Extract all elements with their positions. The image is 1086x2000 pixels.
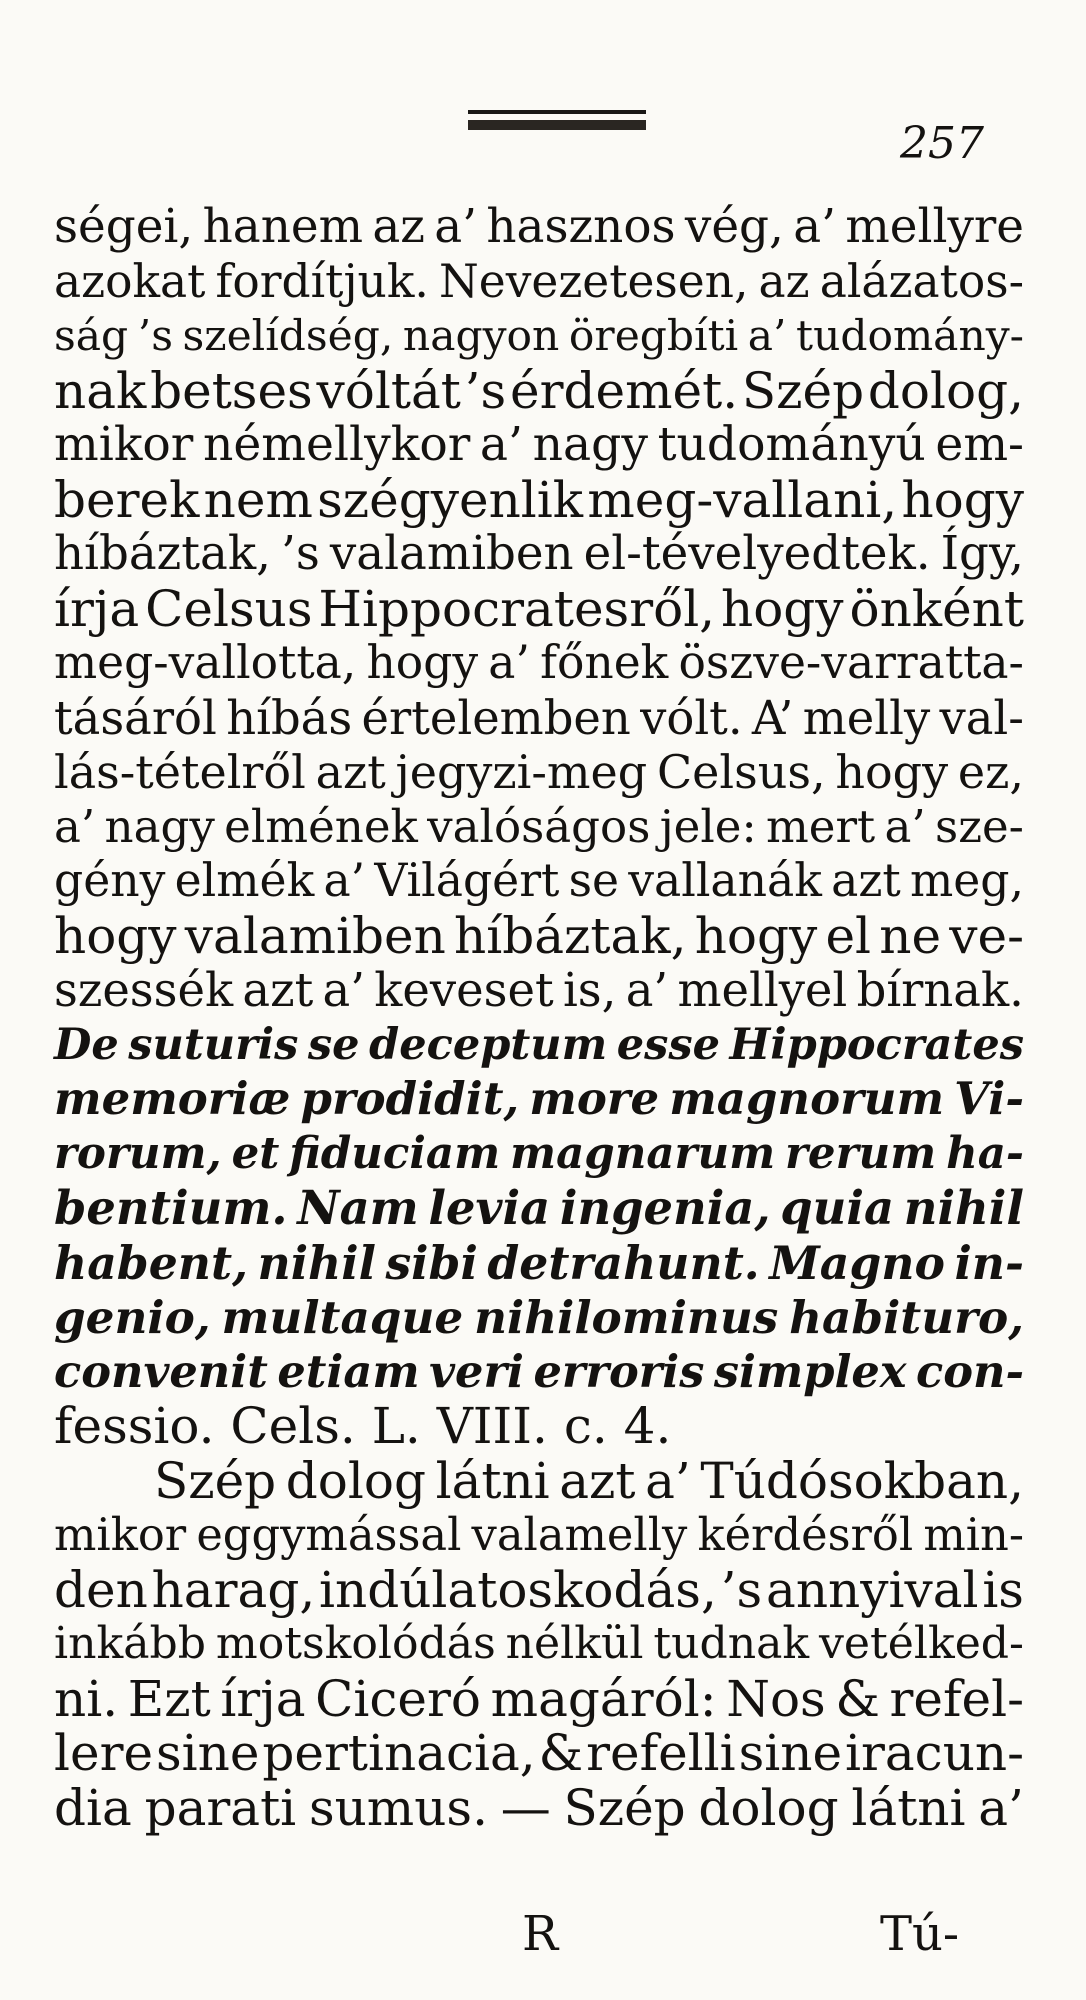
word: is,	[562, 963, 617, 1017]
word: erroris	[533, 1344, 705, 1398]
word: Nos	[726, 1669, 826, 1728]
text-line	[54, 1669, 1024, 1728]
word: azokat	[54, 254, 206, 308]
text-line	[54, 200, 1024, 255]
text-line-latin	[54, 1236, 1024, 1291]
word: ha-	[946, 1127, 1024, 1179]
text-line	[54, 963, 1024, 1018]
text-line	[54, 1560, 1024, 1619]
word: vóltát	[316, 361, 461, 420]
word: mikor	[54, 417, 194, 472]
word: nélkül	[505, 1618, 644, 1669]
word: is	[982, 1560, 1024, 1619]
text-line	[54, 470, 1024, 529]
word: Hippocrates	[729, 1019, 1024, 1070]
word: hogy	[366, 636, 479, 689]
word: magáról:	[490, 1669, 717, 1728]
text-line-latin	[54, 1127, 1024, 1182]
word: deceptum	[369, 1019, 608, 1070]
text-line-latin	[54, 1072, 1024, 1127]
word: szégyenlik	[317, 470, 584, 529]
word: meg,	[909, 854, 1024, 907]
word: tudomány-	[796, 311, 1024, 360]
page-footer	[0, 1906, 1086, 1966]
text-line	[54, 361, 1024, 420]
text-line-latin	[54, 1290, 1024, 1345]
word: írja	[54, 579, 140, 638]
word: ’s	[281, 527, 320, 581]
word: nihil	[903, 1180, 1024, 1235]
text-line	[54, 579, 1024, 638]
word: indúlatoskodás,	[319, 1560, 717, 1619]
word: értelemben	[361, 690, 631, 745]
text-line-latin	[54, 1018, 1024, 1073]
word: valamiben	[329, 527, 574, 581]
word: a’	[434, 200, 478, 254]
word: etiam	[277, 1344, 420, 1398]
text-line	[54, 1508, 1024, 1563]
word: a’	[884, 799, 926, 853]
text-line-latin	[54, 1181, 1024, 1236]
text-line	[54, 745, 1024, 800]
word: ’s	[137, 311, 173, 360]
word: melly	[802, 690, 931, 745]
word: Ciceró	[315, 1669, 482, 1728]
word: —	[500, 1778, 551, 1837]
word: mikor	[54, 1508, 187, 1561]
word: a’	[978, 1778, 1024, 1837]
text-line-paragraph-start	[54, 1451, 1024, 1510]
word: more	[529, 1072, 660, 1125]
word: látni	[435, 1451, 550, 1510]
text-line-citation	[54, 1399, 1024, 1454]
word: se	[307, 1019, 360, 1070]
word: a’	[645, 1451, 691, 1510]
word: betses	[150, 361, 313, 420]
word: hogy	[694, 906, 818, 965]
word: híbáztak,	[454, 906, 687, 965]
word: refel-	[889, 1669, 1024, 1728]
word: a’	[488, 636, 530, 689]
word: annyival	[766, 1560, 979, 1619]
page-number: 257	[900, 118, 984, 169]
word: tudnak	[653, 1618, 810, 1669]
word: vég,	[684, 200, 784, 254]
word: Magno	[769, 1235, 945, 1290]
word: azt	[315, 745, 386, 799]
word: fiduciam	[289, 1127, 501, 1179]
word: ingenia,	[559, 1180, 771, 1235]
word: ségei,	[54, 200, 194, 254]
word: mert	[766, 799, 876, 853]
word: genio,	[54, 1290, 211, 1344]
text-line	[54, 691, 1024, 746]
header-rule	[468, 110, 646, 134]
text-line	[54, 1726, 1024, 1781]
word: in-	[954, 1235, 1024, 1290]
word: berek	[54, 470, 200, 529]
word: fordítjuk.	[215, 254, 429, 308]
word: némellykor	[202, 417, 471, 472]
word: valóságos	[427, 799, 651, 853]
word: tásáról	[54, 690, 217, 745]
word: nagy	[104, 799, 215, 853]
word: esse	[616, 1019, 721, 1070]
word: motskolódás	[215, 1618, 496, 1669]
word: Világért	[374, 854, 560, 907]
word: suturis	[128, 1019, 299, 1070]
word: sine	[738, 1724, 843, 1782]
word: híbás	[226, 690, 353, 745]
word: se	[568, 854, 620, 907]
word: meg-vallani,	[587, 470, 898, 529]
word: valamiben	[184, 906, 446, 965]
word: jele:	[659, 799, 757, 853]
text-line	[54, 854, 1024, 909]
word: prodidit,	[300, 1072, 520, 1125]
word: sze-	[935, 799, 1024, 853]
word: a’	[322, 963, 365, 1017]
word: nak	[54, 361, 147, 420]
word: a’	[54, 799, 96, 853]
word: hanem	[202, 200, 363, 254]
text-line	[54, 1617, 1024, 1672]
text-line	[54, 309, 1024, 364]
word: vólt.	[640, 690, 743, 745]
word: parati	[144, 1778, 297, 1837]
word: az	[372, 200, 425, 254]
word: sibi	[385, 1235, 478, 1290]
text-line	[54, 800, 1024, 855]
word: hogy	[835, 745, 949, 799]
word: kérdésről	[697, 1508, 914, 1561]
word: refelli	[586, 1724, 736, 1782]
word: elmének	[224, 799, 418, 853]
word: mellyre	[845, 200, 1024, 254]
word: szessék	[54, 963, 234, 1017]
word: hasznos	[486, 200, 676, 254]
word: quia	[780, 1180, 895, 1235]
word: gény	[54, 854, 166, 907]
word: hogy	[901, 470, 1024, 529]
word: Ezt	[127, 1669, 211, 1728]
word: Nevezetesen,	[438, 254, 749, 308]
word: ’s	[720, 1560, 763, 1619]
word: eggymással	[196, 1508, 462, 1561]
word: meg-vallotta,	[54, 636, 357, 689]
word: a’	[323, 854, 366, 907]
word: ne	[879, 906, 942, 965]
word: val-	[939, 690, 1024, 745]
text-line	[54, 255, 1024, 310]
word: hogy	[721, 579, 844, 638]
word: rorum,	[54, 1127, 222, 1179]
word: bírnak.	[856, 963, 1024, 1017]
word: a’	[747, 311, 787, 360]
word: hogy	[54, 906, 177, 965]
word: sumus.	[308, 1778, 488, 1837]
word: detrahunt.	[487, 1235, 760, 1290]
word: nihilominus	[474, 1290, 779, 1344]
word: azt	[242, 963, 314, 1017]
line-text: fessio. Cels. L. VIII. c. 4.	[54, 1397, 672, 1455]
word: harag,	[151, 1560, 316, 1619]
text-line-latin	[54, 1345, 1024, 1400]
text-line	[54, 1778, 1024, 1837]
word: a’	[479, 417, 524, 472]
word: híbáztak,	[54, 527, 271, 581]
word: alázatos-	[819, 254, 1024, 308]
word: ni.	[54, 1669, 119, 1728]
word: tudományú	[657, 417, 926, 472]
word: önként	[849, 579, 1024, 638]
word: et	[231, 1127, 280, 1179]
word: dolog	[698, 1778, 839, 1837]
word: a’	[625, 963, 669, 1017]
word: a’	[793, 200, 837, 254]
word: convenit	[54, 1344, 268, 1398]
word: den	[54, 1560, 148, 1619]
word: Vi-	[954, 1072, 1024, 1125]
word: jegyzi-meg	[395, 745, 648, 799]
word: nihil	[257, 1235, 376, 1290]
word: nagy	[532, 417, 648, 472]
word: inkább	[54, 1618, 207, 1669]
word: lere	[54, 1724, 154, 1782]
word: De	[54, 1019, 119, 1070]
word: simplex	[713, 1344, 907, 1398]
word: el-tévelyedtek.	[583, 527, 931, 581]
word: Így,	[940, 527, 1024, 581]
word: valamelly	[471, 1508, 688, 1561]
word: vallanák	[628, 854, 822, 907]
word: ez,	[957, 745, 1024, 799]
word: con-	[916, 1344, 1024, 1398]
body-text	[54, 200, 1024, 1835]
word: iracun-	[844, 1724, 1024, 1782]
word: lás-tételről	[54, 745, 306, 799]
word: dia	[54, 1778, 132, 1837]
word: Celsus	[145, 579, 313, 638]
word: ság	[54, 311, 129, 360]
word: az	[758, 254, 810, 308]
word: pertinacia,	[262, 1724, 536, 1782]
word: levia	[428, 1180, 551, 1235]
catchword: Tú-	[880, 1906, 960, 1962]
word: magnorum	[669, 1072, 945, 1125]
word: dolog	[285, 1451, 426, 1510]
word: nem	[203, 470, 313, 529]
word: Nam	[297, 1180, 419, 1235]
word: nagyon	[402, 311, 560, 360]
word: vetélked-	[819, 1618, 1024, 1669]
word: öregbíti	[568, 311, 739, 360]
word: habent,	[54, 1235, 248, 1290]
word: ve-	[949, 906, 1024, 965]
text-line	[54, 418, 1024, 473]
word: Celsus,	[656, 745, 826, 799]
word: mellyel	[677, 963, 848, 1017]
signature-mark: R	[522, 1906, 559, 1962]
word: azt	[831, 854, 901, 907]
word: habituro,	[789, 1290, 1024, 1344]
word: Túdósokban,	[700, 1451, 1024, 1510]
word: érdemét.	[510, 361, 739, 420]
word: ’s	[464, 361, 507, 420]
word: A’	[751, 690, 794, 745]
word: azt	[559, 1451, 636, 1510]
word: veri	[429, 1344, 524, 1398]
word: multaque	[221, 1290, 464, 1344]
word: min-	[923, 1508, 1024, 1561]
word: dolog,	[867, 361, 1024, 420]
word: bentium.	[54, 1180, 288, 1235]
word: em-	[935, 417, 1024, 472]
word: írja	[220, 1669, 306, 1728]
word: elmék	[174, 854, 315, 907]
word: látni	[851, 1778, 966, 1837]
text-line	[54, 636, 1024, 691]
word: rerum	[785, 1127, 937, 1179]
word: el	[825, 906, 872, 965]
word: keveset	[374, 963, 554, 1017]
text-line	[54, 906, 1024, 965]
word: Szép	[741, 361, 865, 420]
word: Szép	[563, 1778, 686, 1837]
word: Hippocratesről,	[318, 579, 716, 638]
word: öszve-varratta-	[678, 636, 1024, 689]
word: főnek	[540, 636, 669, 689]
word: &	[538, 1724, 584, 1782]
word: memoriæ	[54, 1072, 291, 1125]
word: &	[835, 1669, 880, 1728]
word: Szép	[154, 1451, 277, 1510]
word: magnarum	[510, 1127, 776, 1179]
word: szelídség,	[182, 311, 394, 360]
text-line	[54, 527, 1024, 582]
word: sine	[156, 1724, 260, 1782]
